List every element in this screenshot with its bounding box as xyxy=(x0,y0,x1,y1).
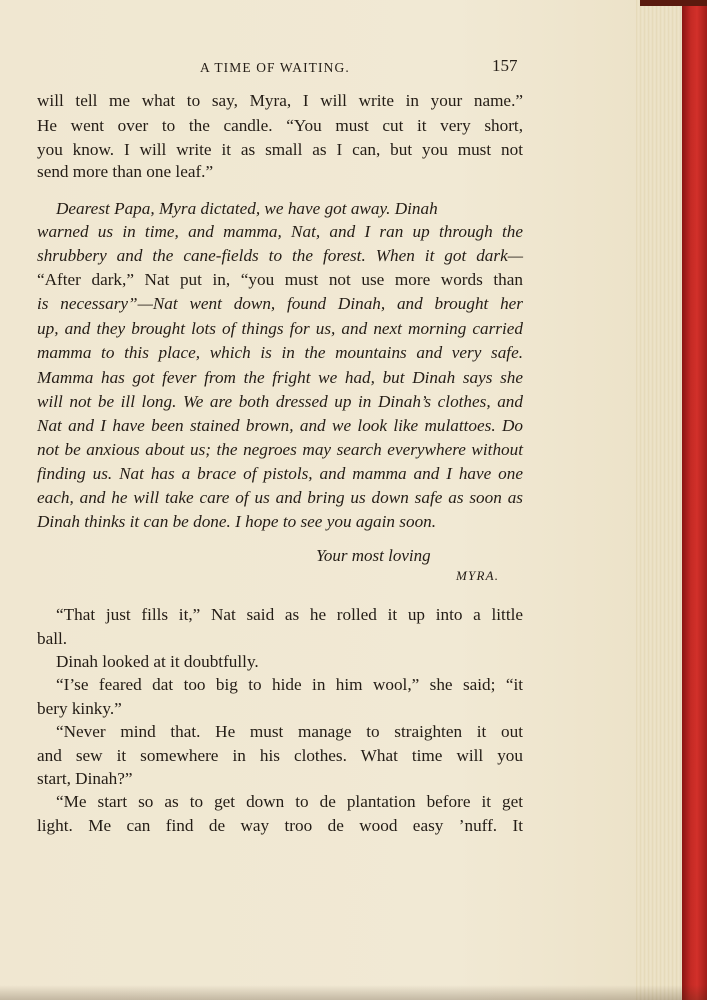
text-line: will tell me what to say, Myra, I will write in your name.” xyxy=(37,91,523,110)
text-line: Dinah looked at it doubtfully. xyxy=(56,652,259,671)
letter-line: Mamma has got fever from the fright we had, but Dinah says she xyxy=(37,368,523,387)
letter-line: will not be ill long. We are both dressed up in Dinah’s clothes, and xyxy=(37,392,523,411)
text-line: and sew it somewhere in his clothes. What time will you xyxy=(37,746,523,765)
book-cover-red-edge xyxy=(682,0,707,1000)
running-head: A TIME OF WAITING. xyxy=(200,60,350,75)
letter-line: Dearest Papa, Myra dictated, we have got away. Dinah xyxy=(56,199,438,218)
letter-line: mamma to this place, which is in the mountains and very safe. xyxy=(37,343,523,362)
letter-line: up, and they brought lots of things for us, and next morning carried xyxy=(37,319,523,338)
letter-line: finding us. Nat has a brace of pistols, and mamma and I have one xyxy=(37,464,523,483)
cover-top-edge xyxy=(640,0,707,6)
page-number: 157 xyxy=(492,56,518,75)
text-line: He went over to the candle. “You must cut it very short, xyxy=(37,116,523,135)
bottom-shadow xyxy=(0,985,707,1000)
letter-signature: MYRA. xyxy=(456,568,500,583)
text-line: ball. xyxy=(37,629,68,648)
text-line: start, Dinah?” xyxy=(37,769,133,788)
text-line: “Never mind that. He must manage to straighten it out xyxy=(56,722,523,741)
text-line: bery kinky.” xyxy=(37,699,122,718)
letter-line: warned us in time, and mamma, Nat, and I ran up through the xyxy=(37,222,523,241)
letter-line: Dinah thinks it can be done. I hope to see you again soon. xyxy=(37,512,437,531)
letter-line: Nat and I have been stained brown, and we look like mulattoes. Do xyxy=(37,416,523,435)
letter-line: is necessary”—Nat went down, found Dinah, and brought her xyxy=(37,294,523,313)
page-edges xyxy=(636,0,682,1000)
text-line: you know. I will write it as small as I can, but you must not xyxy=(37,140,523,159)
text-line: send more than one leaf.” xyxy=(37,162,214,181)
letter-line: each, and he will take care of us and bring us down safe as soon as xyxy=(37,488,523,507)
text-line: light. Me can find de way troo de wood easy ’nuff. It xyxy=(37,816,523,835)
letter-line: shrubbery and the cane-fields to the forest. When it got dark— xyxy=(37,246,523,265)
text-line: “That just fills it,” Nat said as he rolled it up into a little xyxy=(56,605,523,624)
text-line: “Me start so as to get down to de plantation before it get xyxy=(56,792,523,811)
letter-line: not be anxious about us; the negroes may search everywhere without xyxy=(37,440,523,459)
letter-closing: Your most loving xyxy=(316,546,431,565)
letter-line: “After dark,” Nat put in, “you must not use more words than xyxy=(37,270,523,289)
text-line: “I’se feared dat too big to hide in him wool,” she said; “it xyxy=(56,675,523,694)
